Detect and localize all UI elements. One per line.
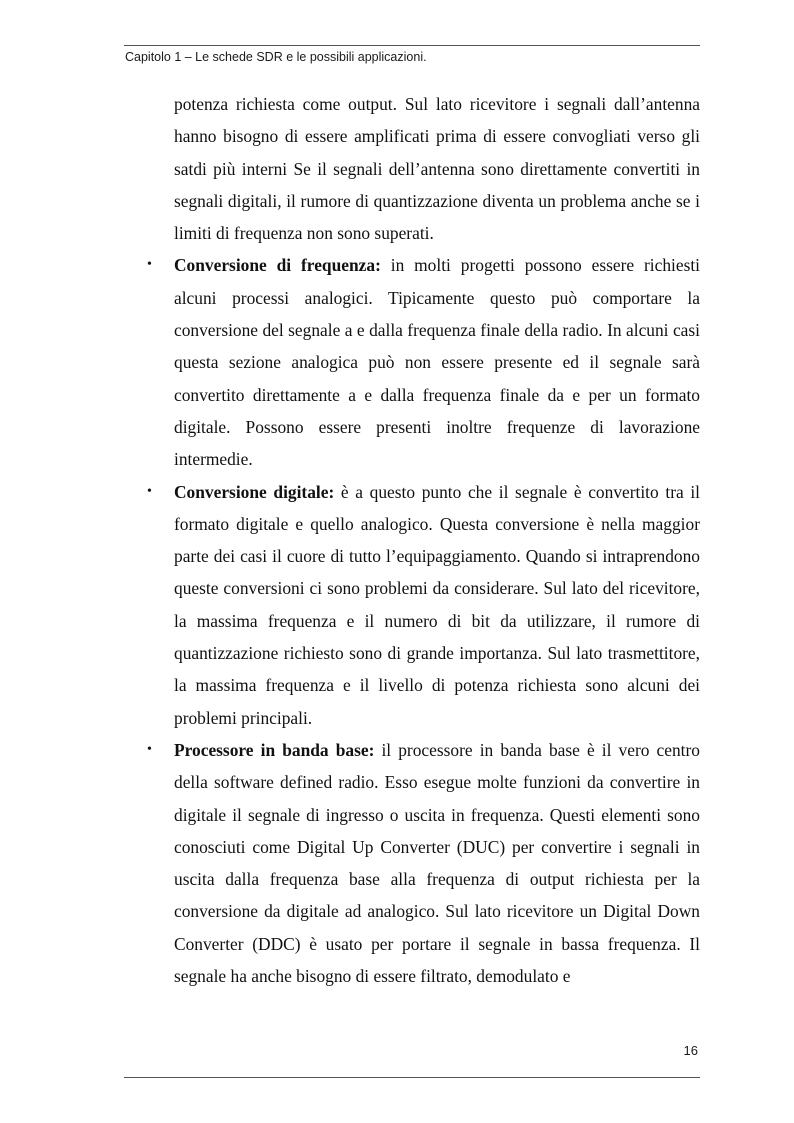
page-number: 16 [683,1043,698,1058]
item-text: è a questo punto che il segnale è convertito tra il formato digitale e quello analogico. Questa conversione è nella maggior parte dei casi il cuore di tutto l’equipaggiamento. Quando si intraprendono queste conversioni ci sono problemi da considerare. Sul lato del ricevitore, la massima frequenza e il numero di bit da utilizzare, il rumore di quantizzazione richiesto sono di grande importanza. Sul lato trasmettitore, la massima frequenza e il livello di potenza richiesta sono alcuni dei problemi principali. [174,481,701,728]
item-text: in molti progetti possono essere richiesti alcuni processi analogici. Tipicamente questo può comportare la conversione del segnale a e dalla frequenza finale della radio. In alcuni casi questa sezione analogica può non essere presente ed il segnale sarà convertito direttamente a e dalla frequenza finale da e per un formato digitale. Possono essere presenti inoltre frequenze di lavorazione intermedie. [174,255,700,470]
item-term: Conversione digitale: [174,481,335,502]
item-text: il processore in banda base è il vero centro della software defined radio. Esso esegue molte funzioni da convertire in digitale il segnale di ingresso o uscita in frequenza. Questi elementi sono conosciuti come Digital Up Converter (DUC) per convertire i segnali in uscita dalla frequenza base alla frequenza di output richiesta per la conversione da digitale ad analogico. Sul lato ricevitore un Digital Down Converter (DDC) è usato per portare il segnale in bassa frequenza. Il segnale ha anche bisogno di essere filtrato, demodulato e [174,739,700,987]
item-term: Conversione di frequenza: [174,255,381,276]
item-term: Processore in banda base: [174,739,375,760]
header-rule [124,45,700,46]
bullet-icon: • [147,257,152,273]
running-header: Capitolo 1 – Le schede SDR e le possibili applicazioni. [125,50,427,64]
bullet-icon: • [147,483,152,499]
list-item [126,249,700,475]
list-item [126,734,700,992]
bullet-icon: • [147,741,152,757]
footer-rule [124,1077,700,1078]
list-item [126,476,700,734]
page-body [126,88,700,992]
continuation-paragraph: potenza richiesta come output. Sul lato ricevitore i segnali dall’antenna hanno bisogno di essere amplificati prima di essere convogliati verso gli satdi più interni Se il segnali dell’antenna sono direttamente convertiti in segnali digitali, il rumore di quantizzazione diventa un problema anche se i limiti di frequenza non sono superati. [174,94,700,244]
